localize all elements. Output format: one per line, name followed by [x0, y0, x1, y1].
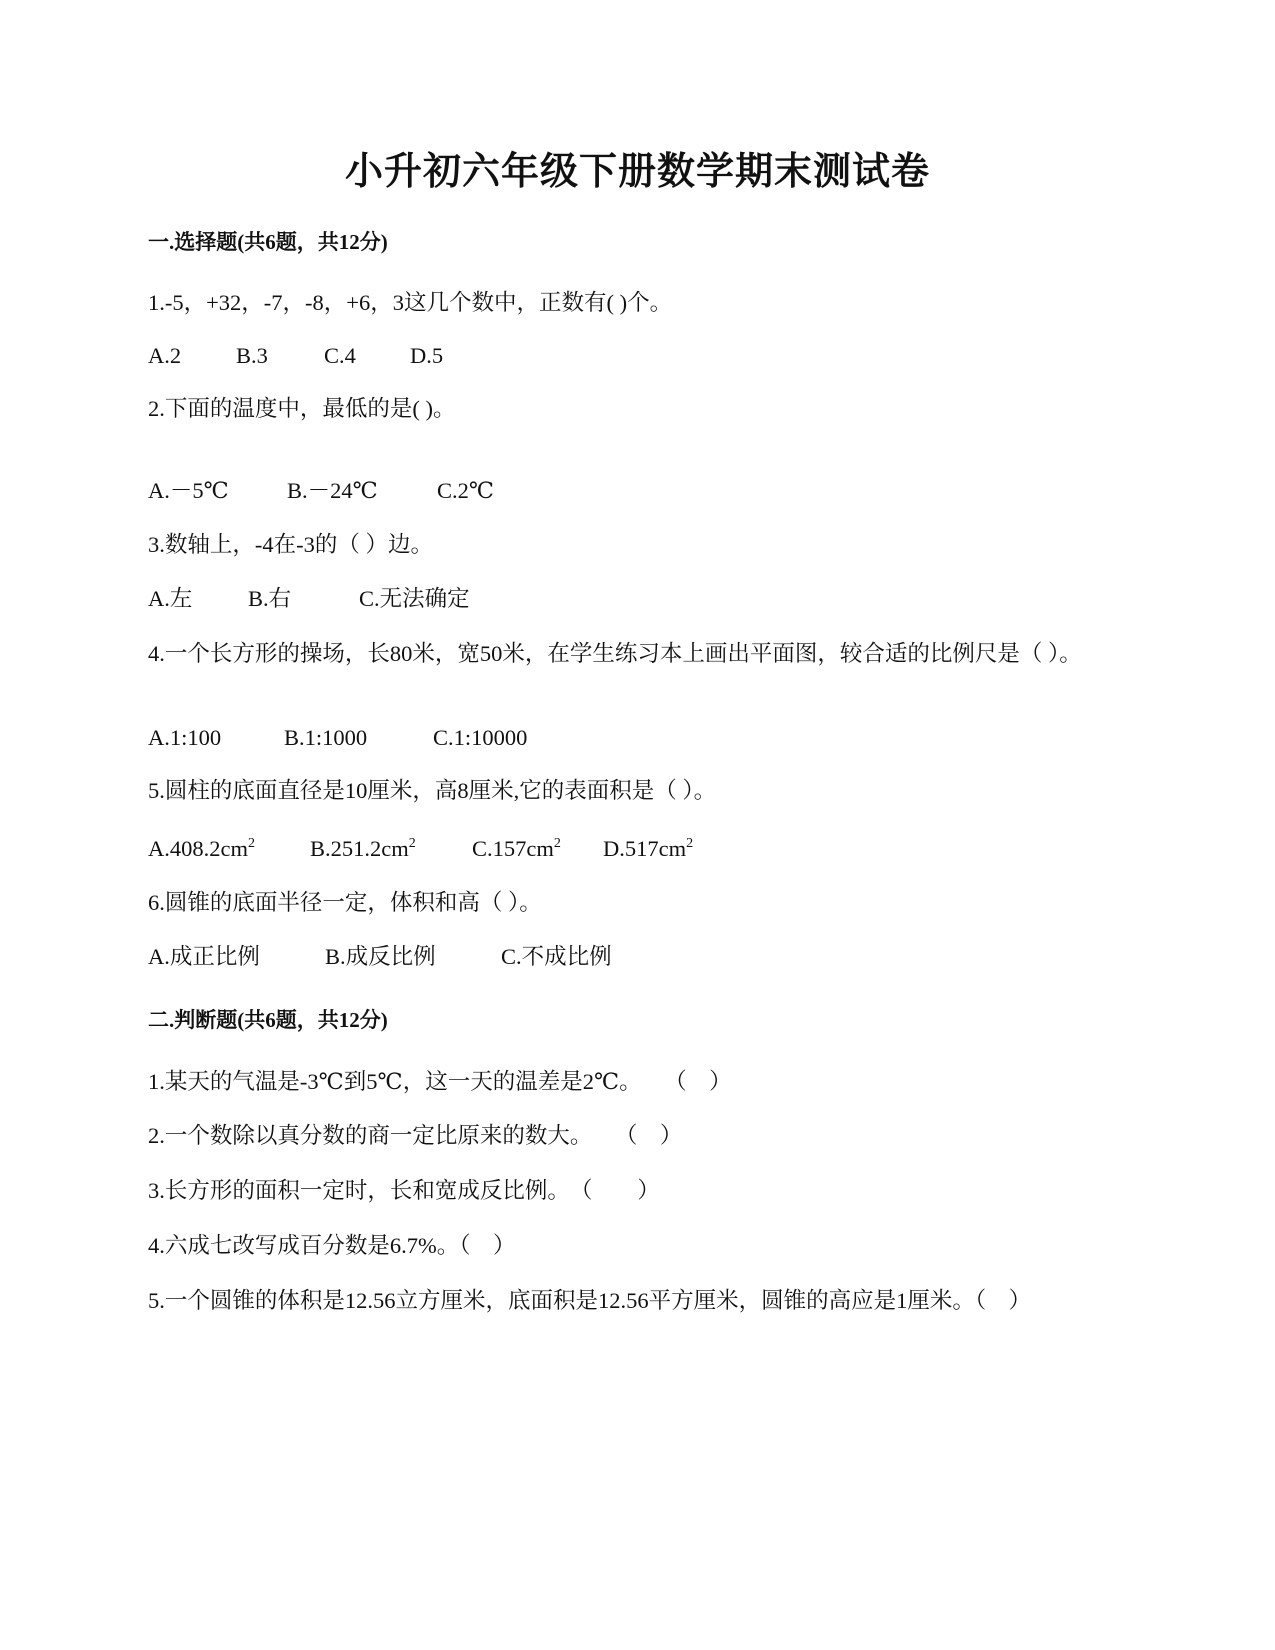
judgment-item-2: 2.一个数除以真分数的商一定比原来的数大。 （ ）	[148, 1123, 683, 1148]
question-1-options	[148, 340, 443, 372]
page-title: 小升初六年级下册数学期末测试卷	[344, 151, 930, 193]
question-5-options	[148, 833, 693, 865]
option-b: B.右	[248, 586, 292, 611]
option-b: B.1:1000	[284, 725, 368, 750]
option-c: C.无法确定	[359, 586, 470, 611]
question-2-options	[148, 475, 494, 507]
option-d: D.5	[410, 343, 444, 368]
option-c: $C.157cm^2$	[472, 836, 561, 861]
option-d: $D.517cm^2$	[603, 836, 694, 861]
judgment-item-1: 1.某天的气温是-3℃到5℃，这一天的温差是2℃。 （ ）	[148, 1069, 732, 1094]
option-a: A.－5℃	[148, 478, 229, 503]
option-c: C.4	[324, 343, 356, 368]
question-4-options	[148, 722, 527, 754]
option-a: A.1:100	[148, 725, 222, 750]
question-4: 4.一个长方形的操场，长80米，宽50米，在学生练习本上画出平面图，较合适的比例尺是（ ）。	[148, 641, 1082, 666]
question-6-options	[148, 941, 612, 973]
question-3-options	[148, 583, 470, 615]
question-1: 1.-5，+32，-7，-8，+6，3这几个数中，正数有( )个。	[148, 290, 673, 315]
option-a: A.2	[148, 343, 182, 368]
option-b: B.成反比例	[325, 944, 436, 969]
judgment-item-3: 3.长方形的面积一定时，长和宽成反比例。 （ ）	[148, 1178, 660, 1203]
option-a: A.左	[148, 586, 193, 611]
option-a: $A.408.2cm^2$	[148, 836, 255, 861]
question-5: 5.圆柱的底面直径是10厘米，高8厘米,它的表面积是（ ）。	[148, 778, 717, 803]
option-b: $B.251.2cm^2$	[310, 836, 416, 861]
judgment-item-5: 5.一个圆锥的体积是12.56立方厘米，底面积是12.56平方厘米，圆锥的高应是1厘米。（ ）	[148, 1288, 1032, 1313]
option-b: B.－24℃	[287, 478, 378, 503]
judgment-item-4: 4.六成七改写成百分数是6.7%。（ ）	[148, 1233, 516, 1258]
option-a: A.成正比例	[148, 944, 260, 969]
question-6: 6.圆锥的底面半径一定，体积和高（ ）。	[148, 890, 542, 915]
option-c: C.不成比例	[501, 944, 612, 969]
option-b: B.3	[236, 343, 268, 368]
section-heading-judgment: 二.判断题(共6题，共12分)	[148, 1008, 388, 1032]
question-3: 3.数轴上，-4在-3的（ ）边。	[148, 532, 433, 557]
section-heading-choice: 一.选择题(共6题，共12分)	[148, 230, 388, 254]
option-c: C.2℃	[437, 478, 495, 503]
option-c: C.1:10000	[433, 725, 528, 750]
question-2: 2.下面的温度中，最低的是( )。	[148, 396, 456, 421]
